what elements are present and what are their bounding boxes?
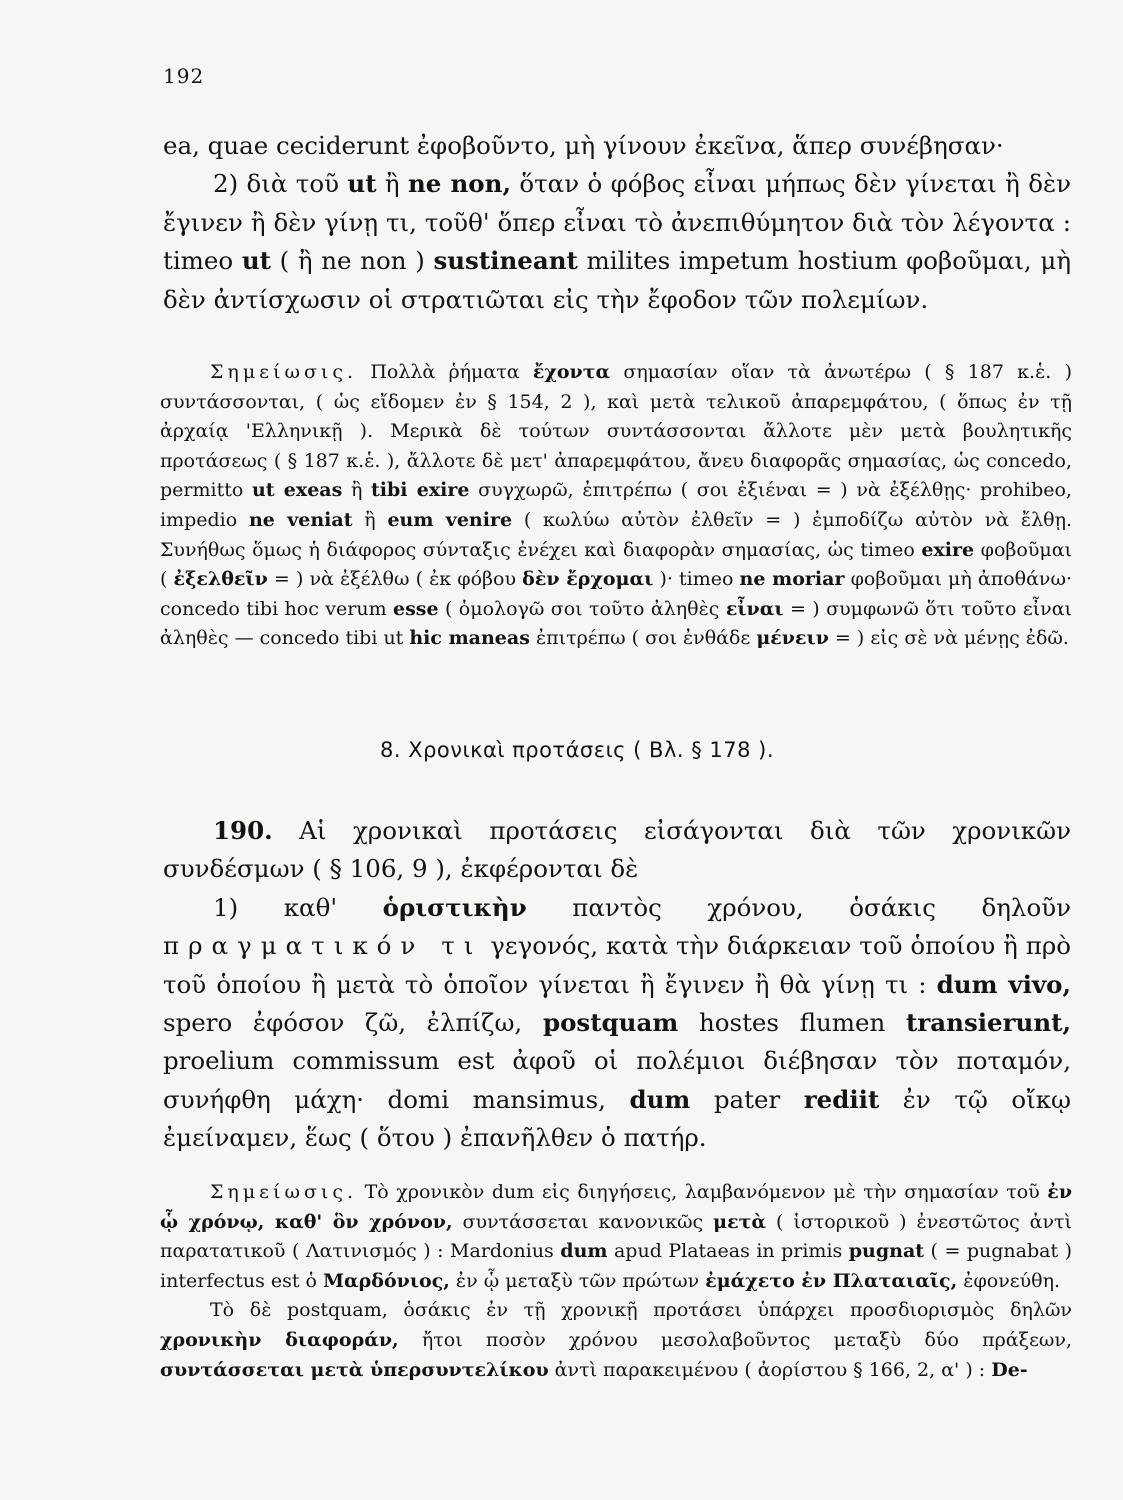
text-run: σημασίαν οἵαν τὰ ἀνωτέρω ( § 187 κ.ἑ. ) συντάσσονται, ( ὡς εἴδομεν ἐν § 154, 2 ), καὶ μετὰ τελικοῦ ἀπαρεμφάτου, ( ὅπως ἐν τῇ ἀρχαίᾳ 'Ελληνικῇ ). Μερικὰ δὲ τούτων συντάσσονται ἄλλοτε μὲν μετὰ βουλητικῆς προτάσεως ( § 187 κ.ἑ. ), ἄλλοτε δὲ μετ' ἀπαρεμφάτου, ἄνευ διαφορᾶς σημασίας, ὡς concedo, permitto: [160, 361, 1072, 502]
bold-term: postquam: [542, 1008, 679, 1038]
note-block-2: [160, 1178, 1072, 1385]
bold-term: μετὰ: [713, 1210, 767, 1233]
text-run: Τὸ χρονικὸν dum εἰς διηγήσεις, λαμβανόμενον μὲ τὴν σημασίαν τοῦ: [357, 1181, 1048, 1203]
text-run: Τὸ δὲ postquam, ὁσάκις ἐν τῇ χρονικῇ προτάσει ὑπάρχει προσδιορισμὸς δηλῶν: [210, 1299, 1072, 1322]
text-run: συγχωρῶ, ἐπιτρέπω ( σοι ἐξιέναι = ) νὰ ἐξέλθῃς· prohibeo, impedio: [160, 479, 1072, 531]
bold-term: ut: [241, 246, 271, 276]
text-run: Πολλὰ ῥήματα: [357, 361, 533, 383]
text-run: συντάσσεται κανονικῶς: [452, 1210, 714, 1233]
bold-term: ἔχοντα: [532, 361, 611, 383]
section-190: [163, 812, 1071, 1158]
text-run: ( ἱστορικοῦ ) ἐνεστῶτος ἀντὶ παρατατικοῦ ( Λατινισμός ) : Mardonius: [160, 1210, 1073, 1263]
text-run: ( ἢ ne non ): [270, 246, 434, 276]
text-run: ἢ: [376, 169, 408, 199]
text-run: spero ἐφόσον ζῶ, ἐλπίζω,: [163, 1008, 543, 1038]
bold-term: Μαρδόνιος,: [323, 1269, 450, 1292]
note-label: Σημείωσις.: [210, 1181, 358, 1203]
bold-term: eum venire: [387, 508, 513, 531]
text-run: ἢ: [342, 479, 371, 502]
text-run: φοβοῦμαι (: [160, 538, 1072, 591]
bold-term: χρονικὴν διαφοράν,: [160, 1328, 399, 1351]
text-run: παντὸς χρόνου, ὁσάκις δηλοῦν: [526, 892, 1071, 922]
paragraph: [163, 889, 1071, 1158]
text-run: = ) εἰς σὲ νὰ μένῃς ἐδῶ.: [828, 627, 1069, 650]
text-run: hostes flumen: [678, 1008, 907, 1038]
bold-term: exire: [921, 538, 975, 561]
bold-term: εἶναι: [725, 597, 784, 620]
bold-term: dum: [560, 1240, 608, 1263]
bold-term: ἐμάχετο ἐν Πλαταιαῖς,: [705, 1269, 958, 1292]
bold-term: ne non,: [407, 169, 511, 199]
paragraph: [160, 1296, 1072, 1385]
text-run: = ) συμφωνῶ ὅτι τοῦτο εἶναι ἀληθὲς — concedo tibi ut: [160, 597, 1072, 650]
section-heading: 8. Χρονικαὶ προτάσεις ( Βλ. § 178 ).: [380, 738, 775, 762]
text-run: ( = pugnabat ) interfectus est ὁ: [160, 1240, 1072, 1292]
section-number: 190.: [213, 816, 273, 845]
text-run: 2) διὰ τοῦ: [213, 169, 348, 199]
bold-term: dum vivo,: [936, 969, 1072, 999]
note-label: Σημείωσις.: [210, 361, 358, 383]
text-run: ἐν τῷ οἴκῳ ἐμείναμεν, ἕως ( ὅτου ) ἐπανῆλθεν ὁ πατήρ.: [163, 1084, 1071, 1153]
bold-term: pugnat: [848, 1240, 925, 1263]
text-run: ἤτοι ποσὸν χρόνου μεσολαβοῦντος μεταξὺ δύο πράξεων,: [398, 1328, 1072, 1351]
text-run: φοβοῦμαι μὴ ἀποθάνω· concedo tibi hoc verum: [160, 568, 1073, 620]
bold-term: rediit: [803, 1084, 880, 1114]
bold-term: esse: [393, 597, 439, 620]
bold-term: ne veniat: [248, 508, 353, 531]
bold-term: δὲν ἔρχομαι: [522, 568, 654, 591]
text-run: ἐπιτρέπω ( σοι ἐνθάδε: [529, 627, 757, 650]
paragraph: [160, 358, 1072, 654]
bold-term: ut: [347, 169, 377, 199]
text-run: milites impetum hostium φοβοῦμαι, μὴ δὲν ἀντίσχωσιν οἱ στρατιῶται εἰς τὴν ἔφοδον τῶν πολεμίων.: [163, 246, 1071, 314]
text-run: pater: [690, 1084, 804, 1114]
text-run: ἀντὶ παρακειμένου ( ἀορίστου § 166, 2, α' ) :: [548, 1358, 992, 1381]
paragraph: [163, 812, 1071, 889]
text-run: ( ὁμολογῶ σοι τοῦτο ἀληθὲς: [438, 597, 726, 620]
text-run: ἢ: [352, 508, 388, 531]
note-block-1: [160, 358, 1072, 654]
bold-term: ὁριστικὴν: [382, 892, 527, 922]
top-text-block: [163, 127, 1071, 319]
bold-term: sustineant: [433, 246, 578, 276]
text-line: ea, quae ceciderunt ἐφοβοῦντο, μὴ γίνουν ἐκεῖνα, ἅπερ συνέβησαν·: [163, 131, 1004, 160]
text-run: proelium commissum est ἀφοῦ οἱ πολέμιοι διέβησαν τὸν ποταμόν, συνήφθη μάχη· domi mansimus,: [163, 1046, 1071, 1114]
text-run: ( κωλύω αὐτὸν ἐλθεῖν = ) ἐμποδίζω αὐτὸν νὰ ἔλθῃ. Συνήθως ὅμως ἡ διάφορος σύνταξις ἐνέχει καὶ διαφορὰν σημασίας, ὡς timeo: [160, 508, 1072, 561]
spaced-term: πραγματικόν τι: [163, 931, 483, 961]
text-run: Αἱ χρονικαὶ προτάσεις εἰσάγονται διὰ τῶν χρονικῶν συνδέσμων ( § 106, 9 ), ἐκφέρονται δὲ: [163, 816, 1071, 884]
text-run: )· timeo: [653, 568, 740, 591]
text-run: γεγονός, κατὰ τὴν διάρκειαν τοῦ ὁποίου ἢ πρὸ τοῦ ὁποίου ἢ μετὰ τὸ ὁποῖον γίνεται ἢ ἔγινεν ἢ θὰ γίνῃ τι :: [163, 931, 1071, 999]
text-run: = ) νὰ ἐξέλθω ( ἐκ φόβου: [267, 568, 523, 591]
text-run: apud Plataeas in primis: [607, 1240, 849, 1263]
bold-term: ne moriar: [739, 568, 845, 591]
bold-term: μένειν: [756, 627, 829, 650]
text-run: ἐφονεύθη.: [957, 1269, 1061, 1292]
bold-term: tibi exire: [371, 479, 470, 502]
text-run: ὅταν ὁ φόβος εἶναι μήπως δὲν γίνεται ἢ δὲν ἔγινεν ἢ δὲν γίνῃ τι, τοῦθ' ὅπερ εἶναι τὸ ἀνεπιθύμητον διὰ τὸν λέγοντα : timeo: [163, 169, 1071, 276]
bold-term: ἐξελθεῖν: [173, 568, 268, 591]
paragraph: [163, 165, 1071, 319]
bold-term: hic maneas: [409, 627, 530, 650]
bold-term: De-: [991, 1358, 1028, 1381]
bold-term: transierunt,: [906, 1008, 1072, 1038]
paragraph: [160, 1178, 1072, 1296]
bold-term: ἐν ᾧ χρόνῳ, καθ' ὃν χρόνον,: [160, 1181, 1072, 1233]
bold-term: συντάσσεται μετὰ ὑπερσυντελίκου: [160, 1358, 549, 1381]
bold-term: dum: [629, 1084, 691, 1114]
page-number: 192: [163, 64, 205, 88]
bold-term: ut exeas: [251, 479, 343, 502]
text-run: ἐν ᾧ μεταξὺ τῶν πρώτων: [449, 1269, 706, 1292]
paragraph: [163, 127, 1071, 165]
text-run: 1) καθ': [213, 892, 383, 922]
